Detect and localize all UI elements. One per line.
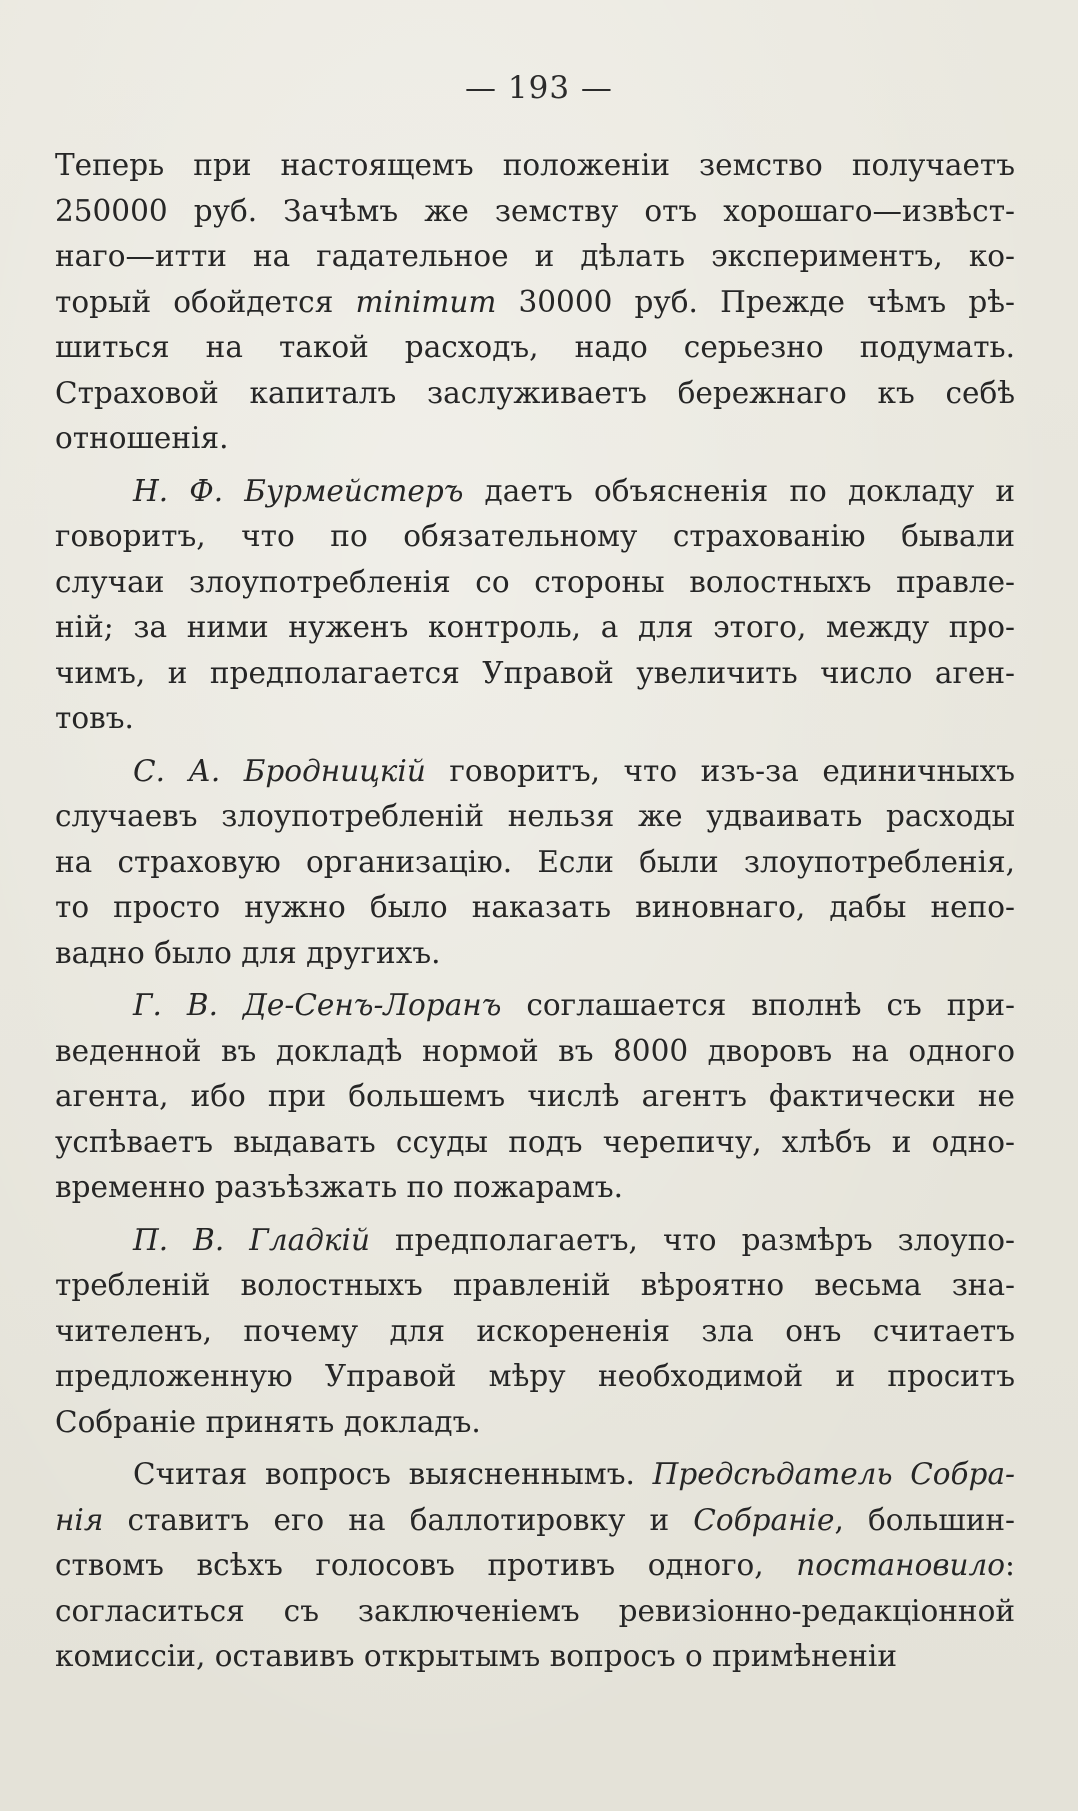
text-line xyxy=(55,651,1015,697)
text-run: шиться на такой расходъ, надо серьезно подумать. xyxy=(55,330,1015,364)
paragraph-gap xyxy=(55,1445,1015,1452)
text-line xyxy=(55,514,1015,560)
italic-text: С. А. Бродницкій xyxy=(133,753,426,788)
text-run: веденной въ докладѣ нормой въ 8000 дворовъ на одного xyxy=(55,1033,1015,1068)
text-run: случаи злоупотребленія со стороны волостныхъ правле- xyxy=(55,564,1015,599)
paragraph xyxy=(55,1452,1015,1680)
text-line xyxy=(55,1263,1015,1309)
text-line xyxy=(55,371,1015,417)
paragraph-gap xyxy=(55,976,1015,983)
italic-text: Предсѣдатель Собра- xyxy=(652,1457,1015,1491)
text-run: вадно было для другихъ. xyxy=(55,935,441,970)
text-run: даетъ объясненія по докладу и xyxy=(463,473,1015,508)
text-line xyxy=(55,605,1015,651)
text-run: то просто нужно было наказать виновнаго, дабы непо- xyxy=(55,890,1015,924)
page-body-text xyxy=(55,143,1015,1680)
text-line xyxy=(55,560,1015,606)
text-run: Считая вопросъ выясненнымъ. xyxy=(133,1457,653,1491)
italic-text: постановило xyxy=(796,1548,1006,1582)
text-line xyxy=(55,1400,1015,1446)
text-line xyxy=(55,696,1015,742)
text-line xyxy=(55,749,1015,795)
italic-text: нія xyxy=(55,1502,104,1537)
text-line xyxy=(55,1634,1015,1680)
text-run: соглашается вполнѣ съ при- xyxy=(501,988,1015,1022)
text-run: отношенія. xyxy=(55,421,229,455)
text-run: согласиться съ заключеніемъ ревизіонно-редакціонной xyxy=(55,1593,1015,1628)
text-run: товъ. xyxy=(55,701,134,735)
text-line xyxy=(55,143,1015,189)
text-run: ній; за ними нуженъ контроль, а для этого, между про- xyxy=(55,610,1015,644)
text-run: на страховую организацію. Если были злоупотребленія, xyxy=(55,844,1015,879)
text-run: 30000 руб. Прежде чѣмъ рѣ- xyxy=(496,284,1015,319)
text-run: предполагаетъ, что размѣръ злоупо- xyxy=(369,1222,1015,1257)
text-line xyxy=(55,1543,1015,1589)
text-line xyxy=(55,280,1015,326)
text-line xyxy=(55,416,1015,462)
text-line xyxy=(55,325,1015,371)
paragraph xyxy=(55,983,1015,1211)
text-line xyxy=(55,983,1015,1029)
text-line xyxy=(55,469,1015,515)
paragraph-gap xyxy=(55,462,1015,469)
text-line xyxy=(55,1498,1015,1544)
text-run: Теперь при настоящемъ положеніи земство получаетъ xyxy=(55,148,1015,182)
text-run: случаевъ злоупотребленій нельзя же удваивать расходы xyxy=(55,799,1015,833)
text-line xyxy=(55,234,1015,280)
text-run: говоритъ, что изъ-за единичныхъ xyxy=(425,753,1015,788)
text-run: 250000 руб. Зачѣмъ же земству отъ хорошаго—извѣст- xyxy=(55,193,1015,228)
text-run: комиссіи, оставивъ открытымъ вопросъ о примѣненіи xyxy=(55,1639,897,1673)
text-run: говоритъ, что по обязательному страхованію бывали xyxy=(55,519,1015,553)
italic-text: Г. В. Де-Сенъ-Лоранъ xyxy=(133,988,502,1022)
italic-text: П. В. Гладкій xyxy=(133,1222,370,1257)
paragraph xyxy=(55,143,1015,462)
text-run: ствомъ всѣхъ голосовъ противъ одного, xyxy=(55,1548,797,1582)
text-run: Собраніе принять докладъ. xyxy=(55,1404,481,1439)
text-run: чителенъ, почему для искорененія зла онъ считаетъ xyxy=(55,1313,1015,1348)
text-line xyxy=(55,885,1015,931)
text-line xyxy=(55,794,1015,840)
italic-text: minimum xyxy=(355,284,497,319)
paragraph xyxy=(55,1218,1015,1446)
text-run: временно разъѣзжать по пожарамъ. xyxy=(55,1170,624,1204)
text-line xyxy=(55,1452,1015,1498)
paragraph-gap xyxy=(55,1211,1015,1218)
italic-text: Собраніе xyxy=(693,1502,835,1537)
text-line xyxy=(55,1029,1015,1075)
text-run: требленій волостныхъ правленій вѣроятно весьма зна- xyxy=(55,1268,1015,1302)
paragraph xyxy=(55,749,1015,977)
page-number: — 193 — xyxy=(465,70,613,106)
text-run: торый обойдется xyxy=(55,284,356,319)
text-line xyxy=(55,1120,1015,1166)
text-line xyxy=(55,1354,1015,1400)
text-run: Страховой капиталъ заслуживаетъ бережнаго къ себѣ xyxy=(55,375,1015,410)
text-line xyxy=(55,189,1015,235)
text-run: агента, ибо при большемъ числѣ агентъ фактически не xyxy=(55,1079,1015,1113)
paragraph-gap xyxy=(55,742,1015,749)
text-line xyxy=(55,1589,1015,1635)
text-run: , большин- xyxy=(834,1502,1015,1537)
paragraph xyxy=(55,469,1015,742)
text-run: чимъ, и предполагается Управой увеличить число аген- xyxy=(55,655,1015,690)
text-line xyxy=(55,1218,1015,1264)
text-line xyxy=(55,1309,1015,1355)
text-run: : xyxy=(1005,1548,1015,1582)
text-run: предложенную Управой мѣру необходимой и проситъ xyxy=(55,1359,1015,1393)
text-run: наго—итти на гадательное и дѣлать экспериментъ, ко- xyxy=(55,239,1015,273)
text-line xyxy=(55,840,1015,886)
text-line xyxy=(55,931,1015,977)
text-line xyxy=(55,1074,1015,1120)
italic-text: Н. Ф. Бурмейстеръ xyxy=(133,473,464,508)
text-run: успѣваетъ выдавать ссуды подъ черепичу, хлѣбъ и одно- xyxy=(55,1124,1015,1159)
text-run: ставитъ его на баллотировку и xyxy=(103,1502,694,1537)
text-line xyxy=(55,1165,1015,1211)
